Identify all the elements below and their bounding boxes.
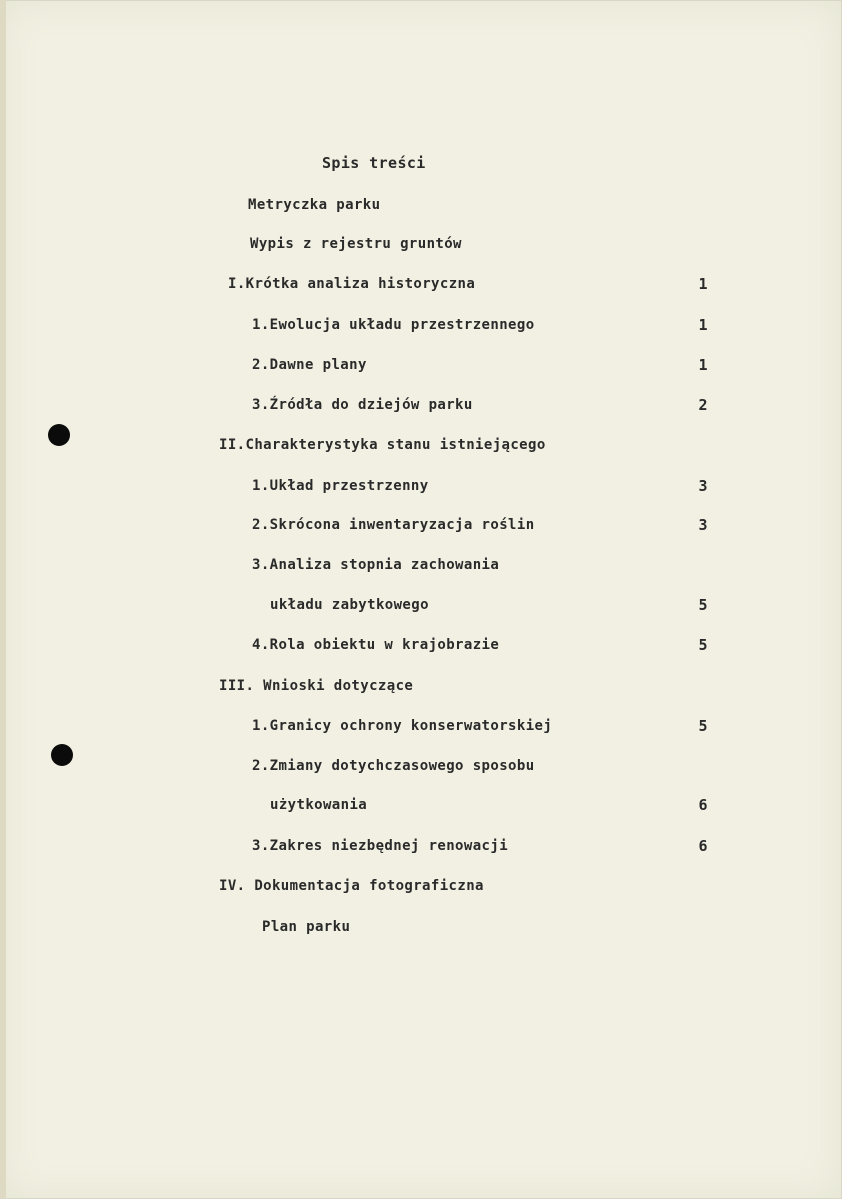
toc-page-number: 1 bbox=[698, 316, 708, 334]
page-edge bbox=[0, 0, 6, 1199]
toc-item-3-3: 3.Zakres niezbędnej renowacji bbox=[252, 838, 509, 854]
toc-page-number: 6 bbox=[698, 837, 708, 855]
toc-item-2-4: 4.Rola obiektu w krajobrazie bbox=[252, 637, 500, 653]
toc-item-2-2: 2.Skrócona inwentaryzacja roślin bbox=[252, 517, 535, 533]
toc-page-number: 1 bbox=[698, 275, 708, 293]
toc-item-1-2: 2.Dawne plany bbox=[252, 357, 367, 373]
toc-page-number: 2 bbox=[698, 396, 708, 414]
toc-item-1-1: 1.Ewolucja układu przestrzennego bbox=[252, 317, 535, 333]
punch-hole-bottom bbox=[51, 744, 73, 766]
toc-page-number: 6 bbox=[698, 796, 708, 814]
toc-item-3-2-continued: użytkowania bbox=[270, 797, 368, 813]
toc-section-4: IV. Dokumentacja fotograficzna bbox=[219, 878, 484, 894]
punch-hole-top bbox=[48, 424, 70, 446]
toc-page-number: 1 bbox=[698, 356, 708, 374]
toc-page-number: 5 bbox=[698, 596, 708, 614]
toc-item-1-3: 3.Źródła do dziejów parku bbox=[252, 397, 473, 413]
toc-entry-plan: Plan parku bbox=[262, 919, 351, 935]
toc-item-3-2: 2.Zmiany dotychczasowego sposobu bbox=[252, 758, 535, 774]
toc-entry-wypis: Wypis z rejestru gruntów bbox=[250, 236, 462, 252]
page-title: Spis treści bbox=[322, 154, 426, 172]
toc-section-2: II.Charakterystyka stanu istniejącego bbox=[219, 437, 546, 453]
toc-section-1: I.Krótka analiza historyczna bbox=[228, 276, 476, 292]
toc-entry-metryczka: Metryczka parku bbox=[248, 197, 381, 213]
toc-section-3: III. Wnioski dotyczące bbox=[219, 678, 414, 694]
toc-page-number: 3 bbox=[698, 477, 708, 495]
toc-item-2-1: 1.Układ przestrzenny bbox=[252, 478, 429, 494]
toc-page-number: 5 bbox=[698, 636, 708, 654]
toc-item-2-3: 3.Analiza stopnia zachowania bbox=[252, 557, 500, 573]
toc-item-2-3-continued: układu zabytkowego bbox=[270, 597, 429, 613]
toc-item-3-1: 1.Granicy ochrony konserwatorskiej bbox=[252, 718, 553, 734]
toc-page-number: 3 bbox=[698, 516, 708, 534]
toc-page-number: 5 bbox=[698, 717, 708, 735]
